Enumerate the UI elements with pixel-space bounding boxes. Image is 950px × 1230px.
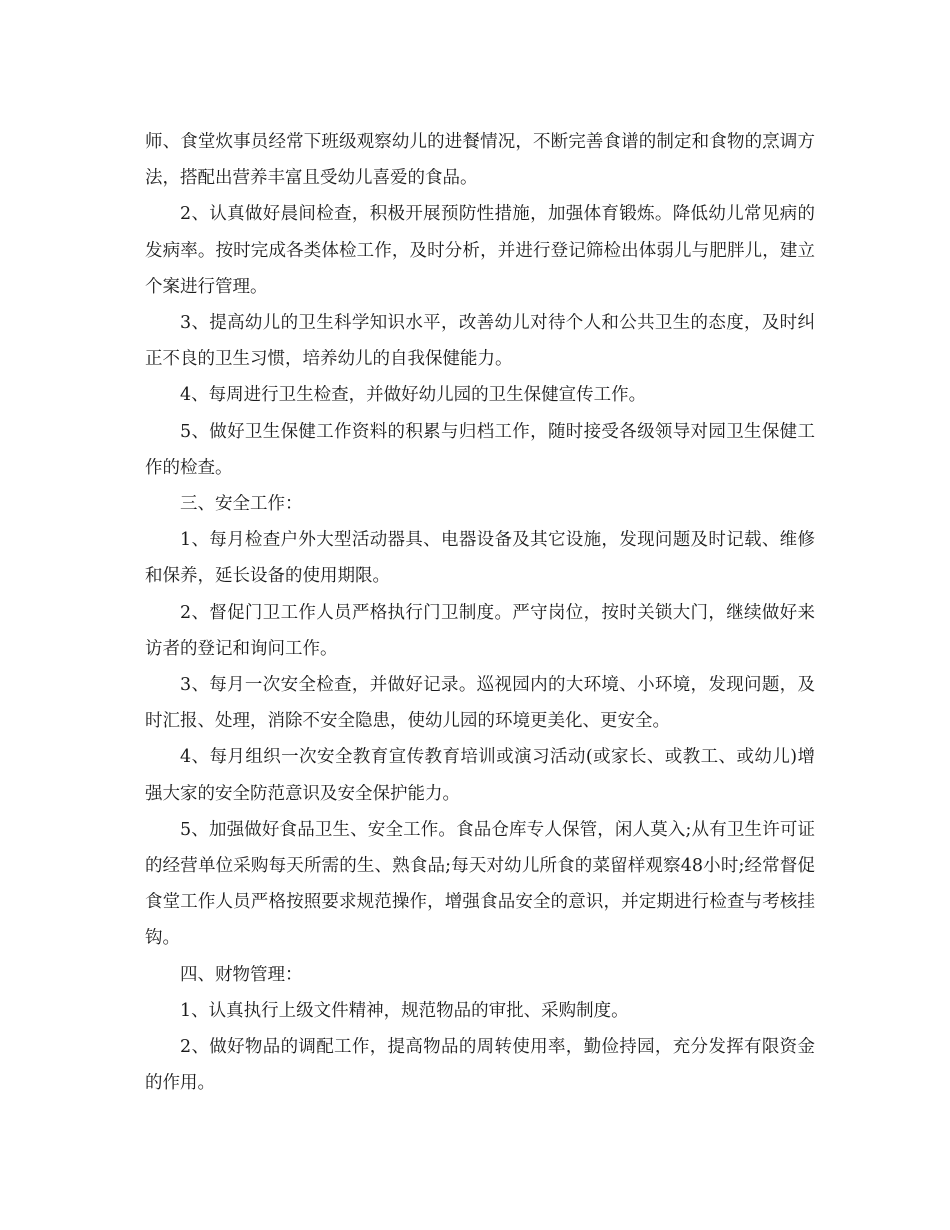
paragraph-11: 5、加强做好食品卫生、安全工作。食品仓库专人保管，闲人莫入;从有卫生许可证的经营单位采购每天所需的生、熟食品;每天对幼儿所食的菜留样观察48小时;经常督促食堂工作人员严格按照要求规范操作，增强食品安全的意识，并定期进行检查与考核挂钩。 (145, 819, 815, 949)
paragraph-2: 2、认真做好晨间检查，积极开展预防性措施，加强体育锻炼。降低幼儿常见病的发病率。按时完成各类体检工作，及时分析，并进行登记筛检出体弱儿与肥胖儿，建立个案进行管理。 (145, 204, 815, 297)
paragraph-9: 3、每月一次安全检查，并做好记录。巡视园内的大环境、小环境，发现问题，及时汇报、处理，消除不安全隐患，使幼儿园的环境更美化、更安全。 (145, 675, 815, 732)
paragraph-10: 4、每月组织一次安全教育宣传教育培训或演习活动(或家长、或教工、或幼儿)增强大家的安全防范意识及安全保护能力。 (145, 747, 815, 804)
paragraph-13: 1、认真执行上级文件精神，规范物品的审批、采购制度。 (180, 1000, 629, 1021)
paragraph-4: 4、每周进行卫生检查，并做好幼儿园的卫生保健宣传工作。 (180, 385, 647, 406)
paragraph-14: 2、做好物品的调配工作，提高物品的周转使用率，勤俭持园，充分发挥有限资金的作用。 (145, 1037, 815, 1094)
paragraph-5: 5、做好卫生保健工作资料的积累与归档工作，随时接受各级领导对园卫生保健工作的检查。 (145, 421, 815, 478)
paragraph-8: 2、督促门卫工作人员严格执行门卫制度。严守岗位，按时关锁大门，继续做好来访者的登记和询问工作。 (145, 602, 815, 659)
section-heading-safety: 三、安全工作： (180, 494, 303, 515)
paragraph-3: 3、提高幼儿的卫生科学知识水平，改善幼儿对待个人和公共卫生的态度，及时纠正不良的卫生习惯，培养幼儿的自我保健能力。 (145, 313, 815, 370)
document-body (145, 124, 815, 1101)
paragraph-7: 1、每月检查户外大型活动器具、电器设备及其它设施，发现问题及时记载、维修和保养，延长设备的使用期限。 (145, 530, 815, 587)
section-heading-property: 四、财物管理： (180, 964, 303, 985)
paragraph-1: 师、食堂炊事员经常下班级观察幼儿的进餐情况，不断完善食谱的制定和食物的烹调方法，搭配出营养丰富且受幼儿喜爱的食品。 (145, 132, 815, 189)
